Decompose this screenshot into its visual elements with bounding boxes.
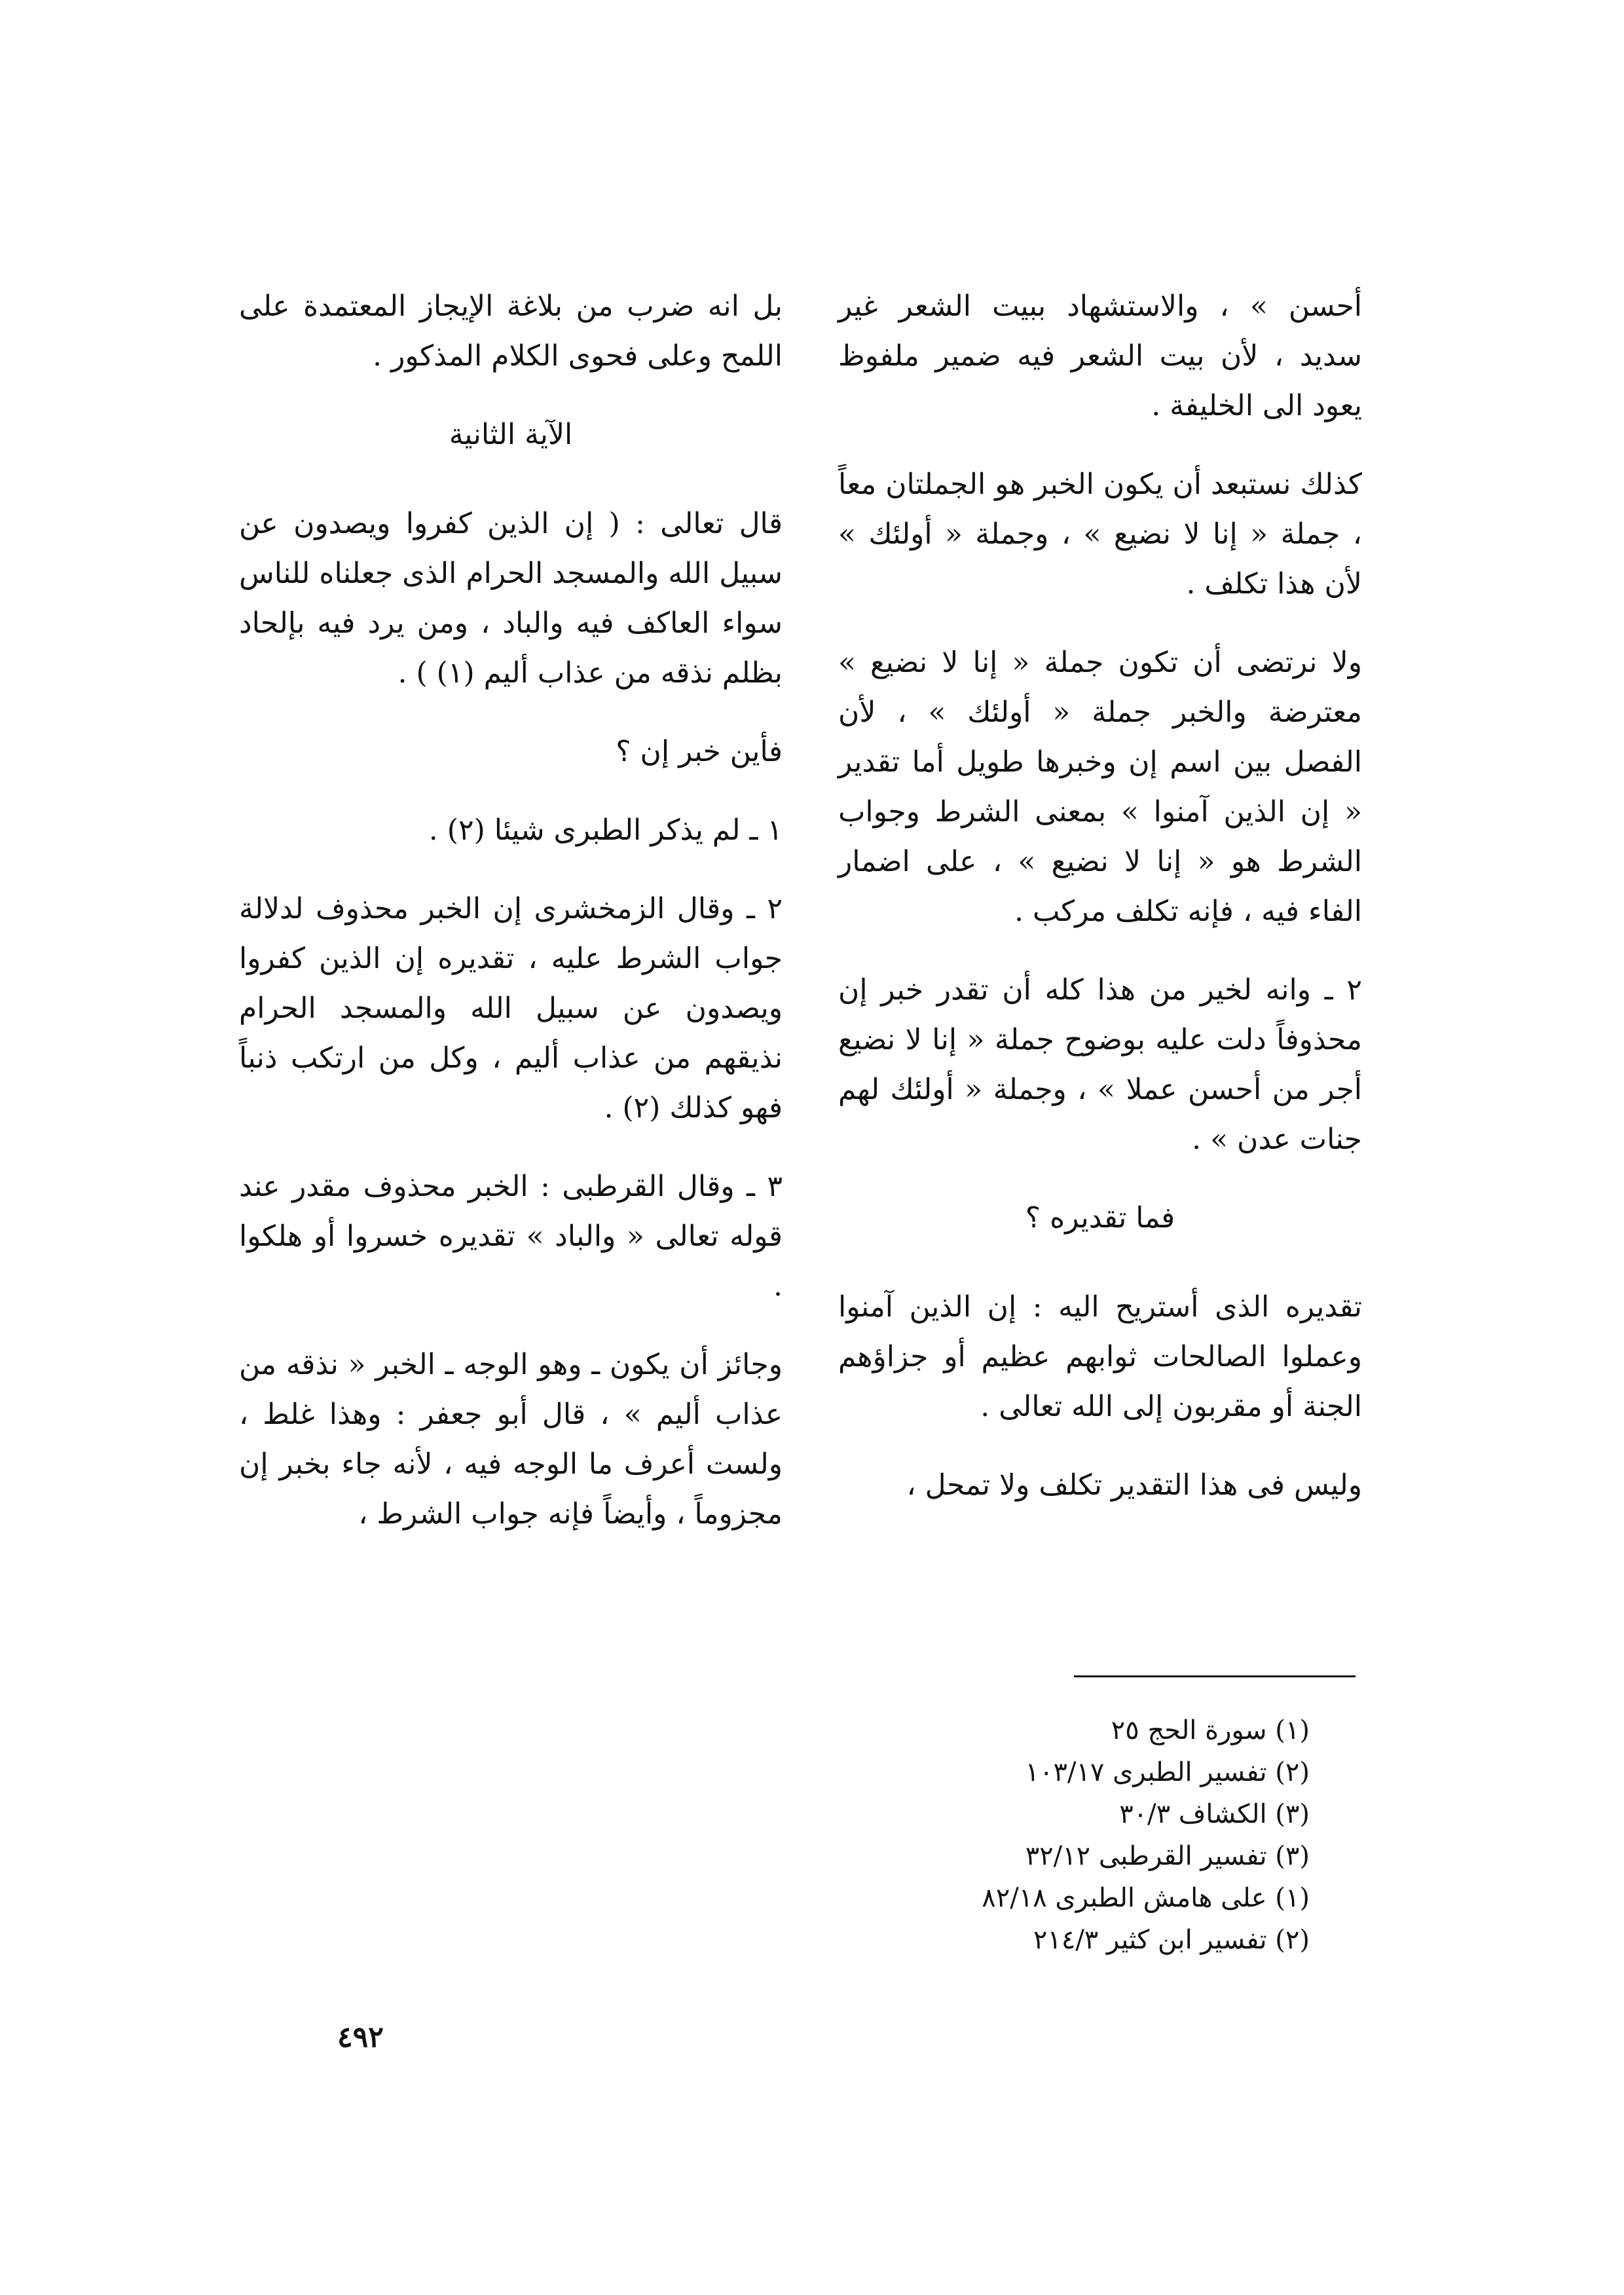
footnote-item: (٣) الكشاف ٣٠/٣	[1119, 1799, 1310, 1829]
footnotes	[904, 1709, 1310, 1961]
quran-verse-paragraph: قال تعالى : ( إن الذين كفروا ويصدون عن سبيل الله والمسجد الحرام الذى جعلناه للناس سواء العاكف فيه والباد ، ومن يرد فيه بإلحاد بظلم نذقه من عذاب أليم (١) ) .	[239, 507, 783, 690]
subheading: فما تقديره ؟	[1025, 1201, 1175, 1235]
paragraph: وليس فى هذا التقدير تكلف ولا تمحل ،	[906, 1468, 1362, 1502]
paragraph: ٢ ـ وانه لخير من هذا كله أن تقدر خبر إن محذوفاً دلت عليه بوضوح جملة « إنا لا نضيع أجر من أحسن عملا » ، وجملة « أولئك لهم جنات عدن » .	[838, 973, 1362, 1156]
paragraph: تقديره الذى أستريح اليه : إن الذين آمنوا وعملوا الصالحات ثوابهم عظيم أو جزاؤهم الجنة أو مقربون إلى الله تعالى .	[838, 1290, 1362, 1423]
paragraph: بل انه ضرب من بلاغة الإيجاز المعتمدة على اللمح وعلى فحوى الكلام المذكور .	[239, 289, 783, 373]
right-text-column	[838, 282, 1362, 1539]
footnote-item: (٣) تفسير القرطبى ٣٢/١٢	[1025, 1841, 1310, 1871]
footnote-item: (١) سورة الحج ٢٥	[1111, 1715, 1310, 1745]
question-line: فأين خبر إن ؟	[616, 735, 783, 768]
footnote-item: (٢) تفسير الطبرى ١٠٣/١٧	[1025, 1757, 1310, 1787]
footnote-separator	[1074, 1675, 1356, 1677]
paragraph: كذلك نستبعد أن يكون الخبر هو الجملتان معاً ، جملة « إنا لا نضيع » ، وجملة « أولئك » لأن هذا تكلف .	[838, 468, 1362, 601]
left-text-column	[239, 282, 783, 1568]
numbered-point: ١ ـ لم يذكر الطبرى شيئا (٢) .	[428, 813, 783, 847]
section-heading: الآية الثانية	[449, 418, 573, 451]
paragraph: ولا نرتضى أن تكون جملة « إنا لا نضيع » معترضة والخبر جملة « أولئك » ، لأن الفصل بين اسم إن وخبرها طويل أما تقدير « إن الذين آمنوا » بمعنى الشرط وجواب الشرط هو « إنا لا نضيع » ، على اضمار الفاء فيه ، فإنه تكلف مركب .	[838, 646, 1363, 928]
numbered-point: ٢ ـ وقال الزمخشرى إن الخبر محذوف لدلالة جواب الشرط عليه ، تقديره إن الذين كفروا ويصدون عن سبيل الله والمسجد الحرام نذيقهم من عذاب أليم ، وكل من ارتكب ذنباً فهو كذلك (٢) .	[239, 892, 783, 1125]
page-number: ٤٩٢	[337, 2021, 384, 2054]
paragraph: وجائز أن يكون ـ وهو الوجه ـ الخبر « نذقه من عذاب أليم » ، قال أبو جعفر : وهذا غلط ، ولست أعرف ما الوجه فيه ، لأنه جاء بخبر إن مجزوماً ، وأيضاً فإنه جواب الشرط ،	[239, 1348, 783, 1531]
paragraph: أحسن » ، والاستشهاد ببيت الشعر غير سديد ، لأن بيت الشعر فيه ضمير ملفوظ يعود الى الخليفة .	[838, 289, 1362, 422]
footnote-item: (١) على هامش الطبرى ٨٢/١٨	[982, 1883, 1310, 1913]
footnote-item: (٢) تفسير ابن كثير ٢١٤/٣	[1033, 1925, 1310, 1955]
numbered-point: ٣ ـ وقال القرطبى : الخبر محذوف مقدر عند قوله تعالى « والباد » تقديره خسروا أو هلكوا .	[239, 1170, 783, 1303]
